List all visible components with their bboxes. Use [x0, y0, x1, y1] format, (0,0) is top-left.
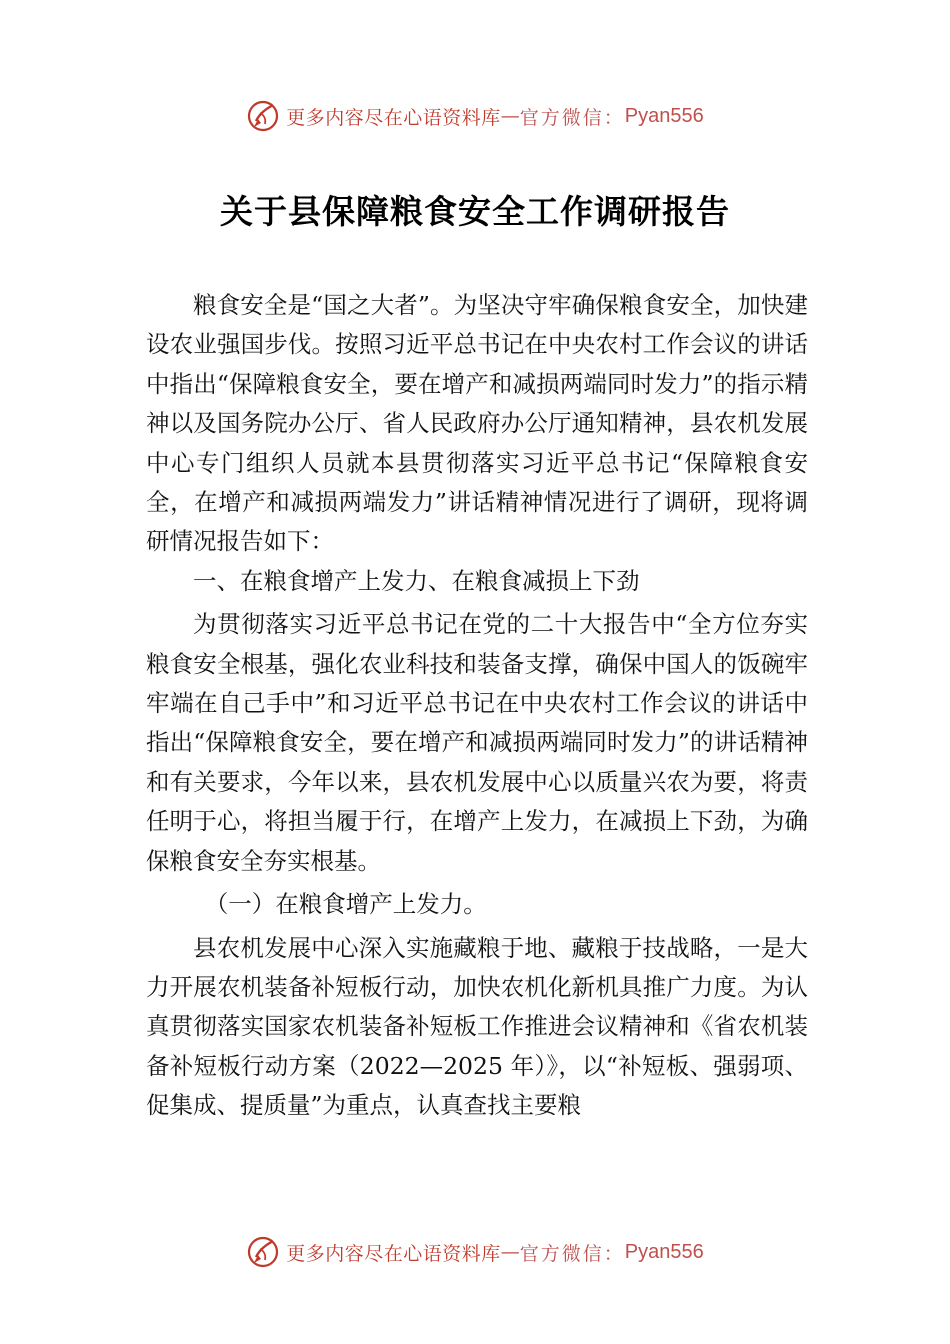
- paragraph-section-1: 为贯彻落实习近平总书记在党的二十大报告中“全方位夯实粮食安全根基，强化农业科技和装备支撑，确保中国人的饭碗牢牢端在自己手中”和习近平总书记在中央农村工作会议的讲话中指出“保障粮食安全，要在增产和减损两端同时发力”的讲话精神和有关要求，今年以来，县农机发展中心以质量兴农为要，将责任明于心，将担当履于行，在增产上发力，在减损上下劲，为确保粮食安全夯实根基。: [146, 610, 808, 875]
- banner-dash: —: [500, 105, 520, 127]
- watermark-banner-bottom: [0, 1232, 950, 1272]
- paragraph-intro: 粮食安全是“国之大者”。为坚决守牢确保粮食安全，加快建设农业强国步伐。按照习近平总书记在中央农村工作会议的讲话中指出“保障粮食安全，要在增产和减损两端同时发力”的指示精神以及国务院办公厅、省人民政府办公厅通知精神，县农机发展中心专门组织人员就本县贯彻落实习近平总书记“保障粮食安全，在增产和减损两端发力”讲话精神情况进行了调研，现将调研情况报告如下：: [146, 291, 808, 556]
- pen-logo-icon: [246, 99, 280, 133]
- watermark-banner-top: [0, 96, 950, 136]
- banner-dash: —: [500, 1241, 520, 1263]
- document-title: 关于县保障粮食安全工作调研报告: [220, 192, 730, 231]
- document-body: [146, 286, 808, 1126]
- section-heading-1: 一、在粮食增产上发力、在粮食减损上下劲: [193, 566, 640, 595]
- paragraph-subsection-1: 县农机发展中心深入实施藏粮于地、藏粮于技战略，一是大力开展农机装备补短板行动，加快农机化新机具推广力度。为认真贯彻落实国家农机装备补短板工作推进会议精神和《省农机装备补短板行动方案（2022—2025 年）》，以“补短板、强弱项、促集成、提质量”为重点，认真查找主要粮: [146, 933, 808, 1120]
- subsection-heading-1: （一）在粮食增产上发力。: [204, 890, 487, 919]
- banner-main-text: 更多内容尽在心语资料库: [286, 106, 501, 129]
- banner-sub-text: 官方微信：: [519, 1242, 625, 1265]
- banner-wechat-id: Pyan556: [624, 1240, 704, 1263]
- banner-sub-text: 官方微信：: [519, 106, 625, 129]
- banner-wechat-id: Pyan556: [624, 104, 704, 127]
- banner-main-text: 更多内容尽在心语资料库: [286, 1242, 501, 1265]
- pen-logo-icon: [246, 1235, 280, 1269]
